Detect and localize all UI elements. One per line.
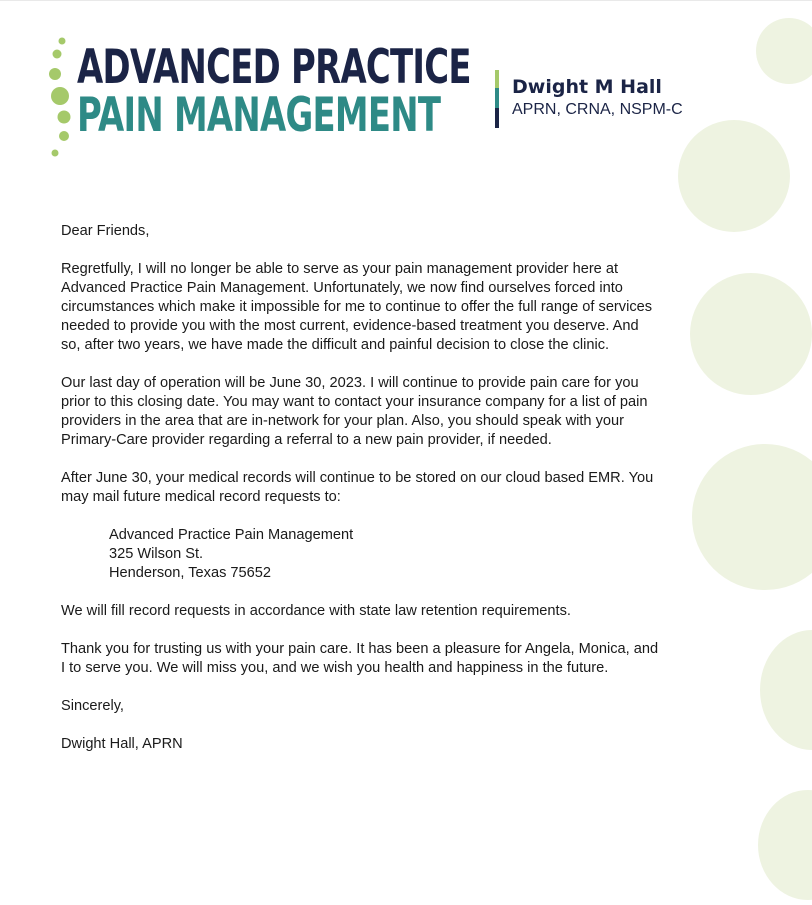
company-logo [44, 34, 471, 164]
signature: Dwight Hall, APRN [61, 736, 183, 752]
salutation: Dear Friends, [61, 223, 150, 239]
mailing-address [109, 526, 661, 583]
logo-line-2: PAIN MANAGEMENT [77, 88, 441, 143]
paragraph: We will fill record requests in accordance with state law retention requirements. [61, 603, 571, 619]
address-line: Henderson, Texas 75652 [109, 565, 271, 581]
top-border [0, 0, 812, 1]
address-line: 325 Wilson St. [109, 546, 204, 562]
paragraph: Our last day of operation will be June 30, 2023. I will continue to provide pain care for you prior to this closing date. You may want to contact your insurance company for a list of pain providers in the area that are in-network for your plan. Also, you should speak with your Primary-Care provider regarding a referral to a new pain provider, if needed. [61, 375, 648, 448]
closing: Sincerely, [61, 698, 124, 714]
paragraph: Thank you for trusting us with your pain care. It has been a pleasure for Angela, Monica, and I to serve you. We will miss you, and we wish you health and happiness in the future. [61, 641, 659, 676]
letter-body [61, 222, 661, 773]
provider-credentials: APRN, CRNA, NSPM-C [512, 101, 683, 118]
address-line: Advanced Practice Pain Management [109, 527, 354, 543]
provider-name: Dwight M Hall [512, 76, 662, 98]
logo-dots-icon [44, 34, 74, 164]
decorative-circle [690, 273, 812, 395]
logo-wordmark [77, 40, 471, 143]
decorative-circle [758, 790, 812, 900]
paragraph: After June 30, your medical records will continue to be stored on our cloud based EMR. You may mail future medical record requests to: [61, 470, 654, 505]
paragraph: Regretfully, I will no longer be able to serve as your pain management provider here at Advanced Practice Pain Management. Unfortunately, we now find ourselves forced into circumstances which make it impossible for me to continue to offer the full range of services needed to provide you with the most current, evidence-based treatment you deserve. And so, after two years, we have made the difficult and painful decision to close the clinic. [61, 261, 653, 353]
decorative-circle [692, 444, 812, 590]
decorative-circle [760, 630, 812, 750]
provider-accent-bar [495, 70, 499, 128]
decorative-circle [756, 18, 812, 84]
logo-line-1: ADVANCED PRACTICE [77, 40, 471, 95]
decorative-circle [678, 120, 790, 232]
